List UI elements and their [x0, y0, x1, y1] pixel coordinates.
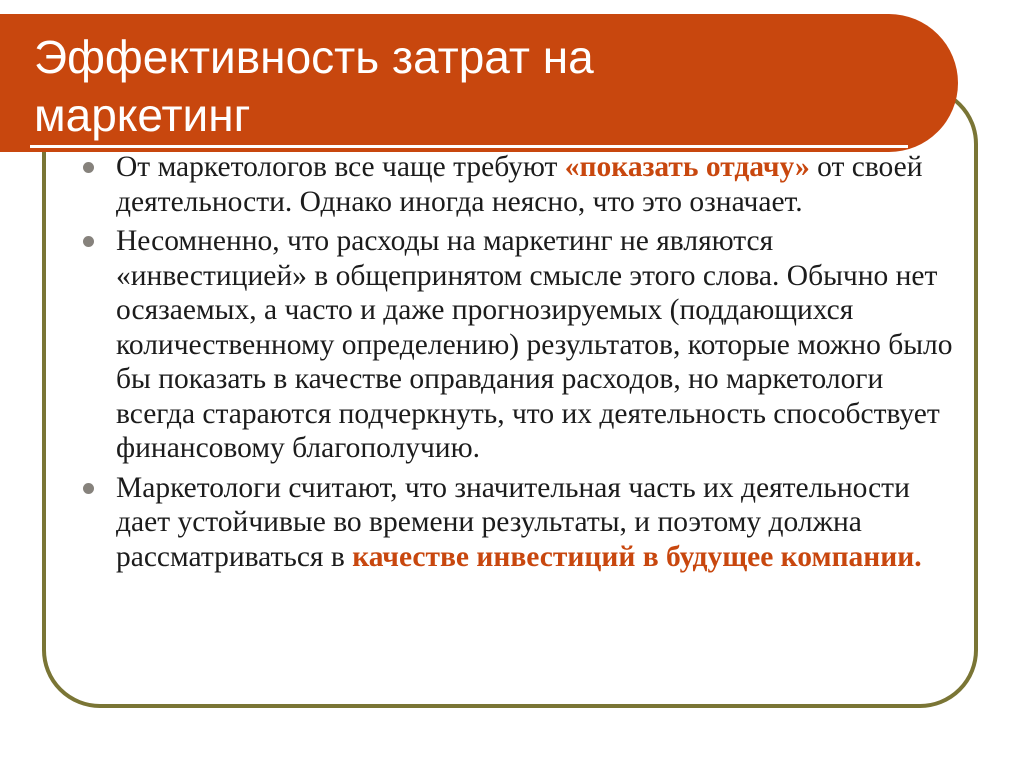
slide-title: Эффективность затрат на маркетинг	[34, 31, 594, 141]
bullet-highlight: качестве инвестиций в будущее компании.	[352, 540, 922, 573]
bullet-list	[80, 150, 960, 579]
bullet-item	[80, 471, 960, 575]
bullet-item	[80, 224, 960, 466]
bullet-dot-icon	[83, 236, 94, 247]
bullet-text-part: Несомненно, что расходы на маркетинг не являются «инвестицией» в общепринятом смысле этого слова. Обычно нет осязаемых, а часто и даже прогнозируемых (поддающихся количественному определению) результатов, которые можно было бы показать в качестве оправдания расходов, но маркетологи всегда стараются подчеркнуть, что их деятельность способствует финансовому благополучию.	[116, 225, 953, 464]
bullet-dot-icon	[83, 483, 94, 494]
bullet-text	[116, 225, 953, 464]
bullet-highlight: «показать отдачу»	[564, 151, 810, 183]
bullet-dot-icon	[83, 162, 94, 173]
bullet-text	[116, 472, 922, 573]
title-banner	[0, 14, 958, 152]
bullet-text	[116, 151, 923, 218]
title-underline	[30, 145, 908, 148]
bullet-item	[80, 150, 960, 219]
bullet-text-part: Маркетологи считают, что значительная часть их деятельности дает устойчивые во времени результаты, и поэтому должна рассматриваться в	[116, 471, 910, 573]
bullet-text-part: От маркетологов все чаще требуют	[116, 151, 565, 183]
bullet-text-part: от своей деятельности. Однако иногда неясно, что это означает.	[116, 151, 923, 218]
